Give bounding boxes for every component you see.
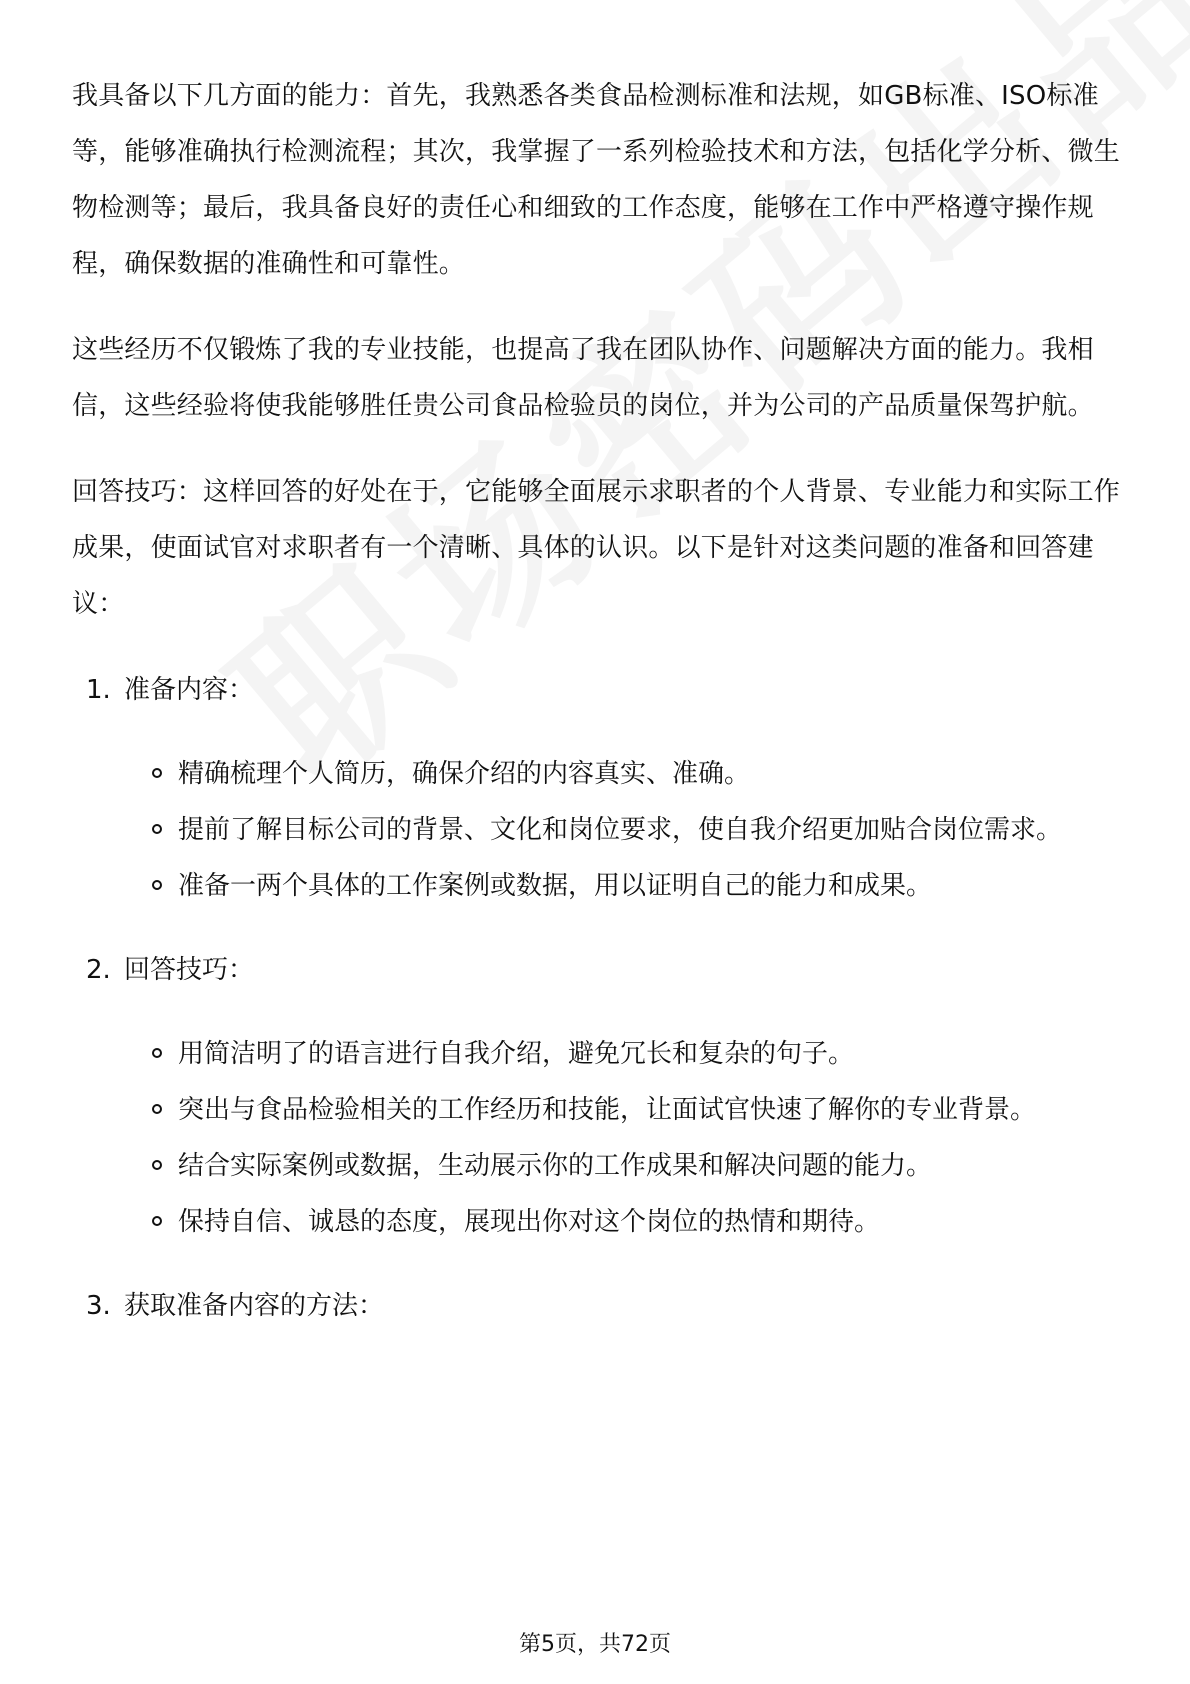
bullet-list bbox=[72, 746, 1122, 914]
section-number: 2. bbox=[86, 955, 111, 985]
section-methods bbox=[72, 1278, 1122, 1334]
list-item bbox=[72, 1026, 1122, 1082]
section-number: 3. bbox=[86, 1291, 111, 1321]
page-footer bbox=[0, 1630, 1190, 1660]
section-answer-skills bbox=[72, 942, 1122, 1250]
list-item bbox=[72, 858, 1122, 914]
list-item bbox=[72, 746, 1122, 802]
list-item-text: 保持自信、诚恳的态度，展现出你对这个岗位的热情和期待。 bbox=[178, 1207, 881, 1237]
list-item-text: 提前了解目标公司的背景、文化和岗位要求，使自我介绍更加贴合岗位需求。 bbox=[178, 815, 1063, 845]
circle-bullet-icon bbox=[152, 1216, 162, 1226]
circle-bullet-icon bbox=[152, 1048, 162, 1058]
section-heading: 回答技巧： bbox=[124, 955, 255, 985]
list-item-text: 用简洁明了的语言进行自我介绍，避免冗长和复杂的句子。 bbox=[178, 1039, 855, 1069]
section-preparation bbox=[72, 662, 1122, 914]
circle-bullet-icon bbox=[152, 1160, 162, 1170]
section-title bbox=[72, 942, 1122, 998]
list-item bbox=[72, 1138, 1122, 1194]
list-item bbox=[72, 1194, 1122, 1250]
circle-bullet-icon bbox=[152, 1104, 162, 1114]
section-title bbox=[72, 662, 1122, 718]
paragraph-answer-tips: 回答技巧：这样回答的好处在于，它能够全面展示求职者的个人背景、专业能力和实际工作成果，使面试官对求职者有一个清晰、具体的认识。以下是针对这类问题的准备和回答建议： bbox=[72, 477, 1121, 619]
list-item-text: 准备一两个具体的工作案例或数据，用以证明自己的能力和成果。 bbox=[178, 871, 933, 901]
list-item bbox=[72, 1082, 1122, 1138]
section-heading: 准备内容： bbox=[124, 675, 255, 705]
circle-bullet-icon bbox=[152, 880, 162, 890]
page-number: 第5页，共72页 bbox=[519, 1632, 671, 1657]
section-heading: 获取准备内容的方法： bbox=[124, 1291, 385, 1321]
list-item-text: 突出与食品检验相关的工作经历和技能，让面试官快速了解你的专业背景。 bbox=[178, 1095, 1037, 1125]
circle-bullet-icon bbox=[152, 824, 162, 834]
circle-bullet-icon bbox=[152, 768, 162, 778]
section-title bbox=[72, 1278, 1122, 1334]
paragraph-experience: 这些经历不仅锻炼了我的专业技能，也提高了我在团队协作、问题解决方面的能力。我相信，这些经验将使我能够胜任贵公司食品检验员的岗位，并为公司的产品质量保驾护航。 bbox=[72, 335, 1094, 421]
paragraph-abilities: 我具备以下几方面的能力：首先，我熟悉各类食品检测标准和法规，如GB标准、ISO标准等，能够准确执行检测流程；其次，我掌握了一系列检验技术和方法，包括化学分析、微生物检测等；最后，我具备良好的责任心和细致的工作态度，能够在工作中严格遵守操作规程，确保数据的准确性和可靠性。 bbox=[72, 81, 1121, 279]
bullet-list bbox=[72, 1026, 1122, 1250]
section-number: 1. bbox=[86, 675, 111, 705]
list-item-text: 精确梳理个人简历，确保介绍的内容真实、准确。 bbox=[178, 759, 751, 789]
list-item-text: 结合实际案例或数据，生动展示你的工作成果和解决问题的能力。 bbox=[178, 1151, 933, 1181]
list-item bbox=[72, 802, 1122, 858]
document-content bbox=[72, 68, 1122, 1362]
